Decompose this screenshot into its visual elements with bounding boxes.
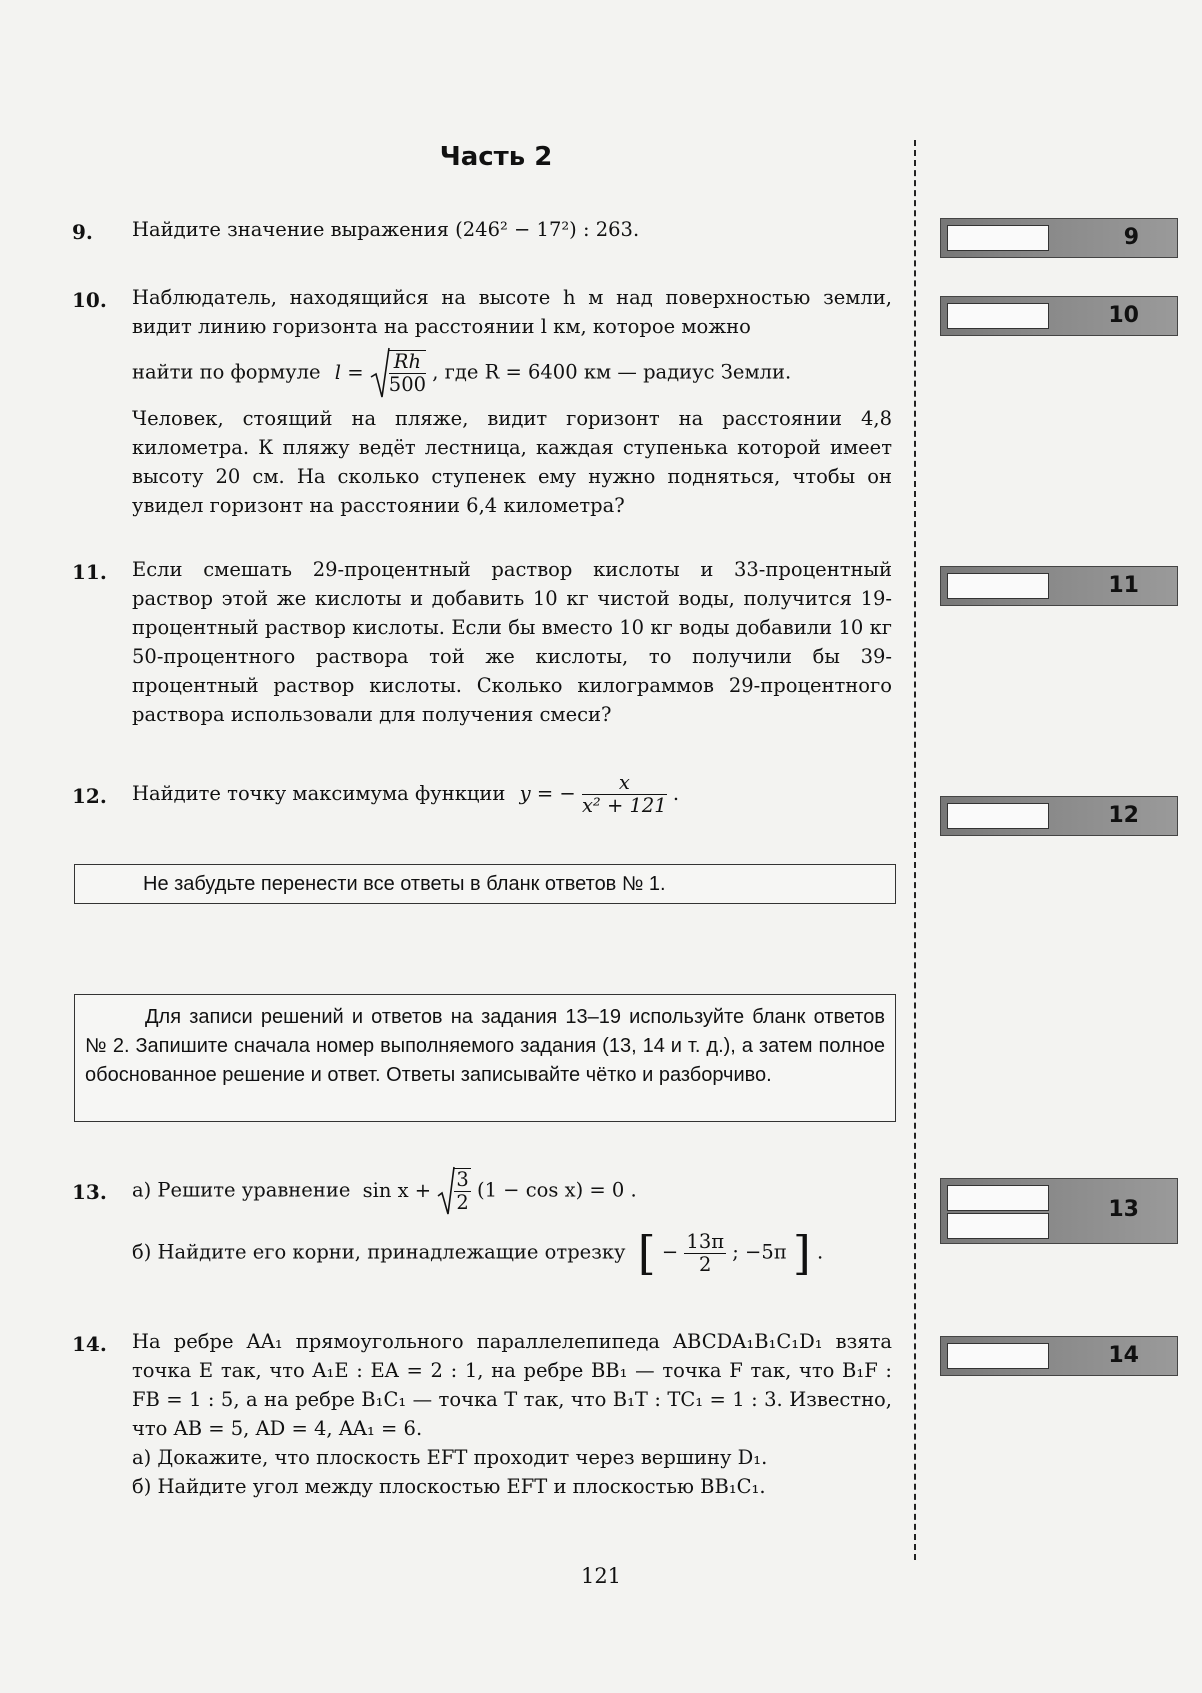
formula-intro: найти по формуле [132,360,321,384]
task-14-number: 14. [72,1332,107,1356]
sqrt-sign-icon [437,1166,455,1216]
task-11-text: Если смешать 29-процентный раствор кислоты и 33-процентный раствор этой же кислоты и добавить 10 кг чистой воды, получится 19-процентный раствор кислоты. Если бы вместо 10 кг воды добавили 10 кг 50-процентного раствора той же кислоты, то получили бы 39-процентный раствор кислоты. Сколько килограммов 29-процентного раствора использовали для получения смеси? [132,558,892,726]
task-10-formula-line [132,347,892,403]
task-12-text: Найдите точку максимума функции [132,782,506,805]
task-13-b-numerator: 13π [686,1229,725,1253]
task-12-line [132,772,892,817]
task-13-a-expr1: sin x + [362,1178,432,1202]
answer-box-9[interactable] [940,218,1178,258]
task-13-b-text: б) Найдите его корни, принадлежащие отрезку [132,1240,626,1264]
right-bracket-icon: ] [792,1226,811,1280]
task-13-a-text: а) Решите уравнение [132,1178,351,1202]
formula-fraction [389,350,426,396]
answer-label-14: 14 [1108,1343,1139,1368]
task-13-numerator: 3 [456,1168,469,1191]
answer-label-11: 11 [1108,573,1139,598]
task-13-b-tail: . [816,1240,824,1264]
task-13-fraction [454,1168,470,1214]
answer-box-11[interactable] [940,566,1178,606]
answer-label-13: 13 [1108,1197,1139,1222]
task-14-part-b: б) Найдите угол между плоскостью EFT и плоскостью BB₁C₁. [132,1475,766,1498]
task-12-fraction [582,772,667,817]
answer-label-9: 9 [1123,225,1139,250]
answer-box-12[interactable] [940,796,1178,836]
task-12-denominator: x² + 121 [581,794,667,817]
task-12-number: 12. [72,784,107,808]
task-13-b-denominator: 2 [699,1252,712,1276]
answer-field-9[interactable] [947,225,1049,251]
task-14-part-a: а) Докажите, что плоскость EFT проходит через вершину D₁. [132,1446,768,1469]
answer-box-14[interactable] [940,1336,1178,1376]
task-10-paragraph-1: Наблюдатель, находящийся на высоте h м над поверхностью земли, видит линию горизонта на расстоянии l км, которое можно [132,286,892,338]
task-13-part-a [132,1166,892,1216]
task-13-number: 13. [72,1180,107,1204]
cut-line [914,140,916,1560]
left-bracket-icon: [ [637,1226,656,1280]
task-12-numerator: x [582,772,667,795]
page-title: Часть 2 [439,142,553,172]
formula-tail: , где R = 6400 км — радиус Земли. [432,360,792,384]
task-13-part-b [132,1226,892,1280]
formula-lhs: l = [334,360,364,384]
page-number: 121 [580,1564,622,1588]
answer-label-12: 12 [1108,803,1139,828]
task-13-a-expr2: (1 − cos x) = 0 [476,1178,625,1202]
task-9-number: 9. [72,220,93,244]
formula-numerator: Rh [389,351,426,374]
answer-field-11[interactable] [947,573,1049,599]
notice-transfer-answers: Не забудьте перенести все ответы в бланк ответов № 1. [74,864,896,904]
task-14-text: На ребре AA₁ прямоугольного параллелепипеда ABCDA₁B₁C₁D₁ взята точка E так, что A₁E : EA = 2 : 1, на ребре BB₁ — точка F так, что B₁F : FB = 1 : 5, а на ребре B₁C₁ — точка T так, что B₁T : TC₁ = 1 : 3. Известно, что AB = 5, AD = 4, AA₁ = 6. [132,1330,892,1440]
task-13-sqrt [437,1166,470,1216]
task-9-text: Найдите значение выражения (246² − 17²) : 263. [132,218,640,241]
answer-field-13a[interactable] [947,1185,1049,1211]
task-12-lhs: y = − [519,782,576,805]
answer-field-13b[interactable] [947,1213,1049,1239]
notice-instructions: Для записи решений и ответов на задания 13–19 используйте бланк ответов № 2. Запишите сначала номер выполняемого задания (13, 14 и т. д.), а затем полное обоснованное решение и ответ. Ответы записывайте чётко и разборчиво. [74,994,896,1122]
answer-box-13[interactable] [940,1178,1178,1244]
formula-denominator: 500 [388,373,427,396]
answer-field-12[interactable] [947,803,1049,829]
sqrt-sign-icon [370,347,390,399]
answer-box-10[interactable] [940,296,1178,336]
answer-label-10: 10 [1108,303,1139,328]
sqrt-formula [370,347,426,399]
task-13-a-tail: . [630,1178,637,1202]
task-13-b-rest: ; −5π [732,1240,787,1264]
task-10-number: 10. [72,288,107,312]
task-12-tail: . [672,782,680,805]
answer-field-10[interactable] [947,303,1049,329]
task-11-number: 11. [72,560,107,584]
task-13-b-minus: − [661,1240,679,1264]
task-10-paragraph-2: Человек, стоящий на пляже, видит горизонт на расстоянии 4,8 километра. К пляжу ведёт лестница, каждая ступенька которой имеет высоту 20 см. На сколько ступенек ему нужно подняться, чтобы он увидел горизонт на расстоянии 6,4 километра? [132,407,892,517]
answer-field-14[interactable] [947,1343,1049,1369]
task-13-b-fraction [684,1231,726,1276]
task-13-denominator: 2 [456,1191,469,1214]
